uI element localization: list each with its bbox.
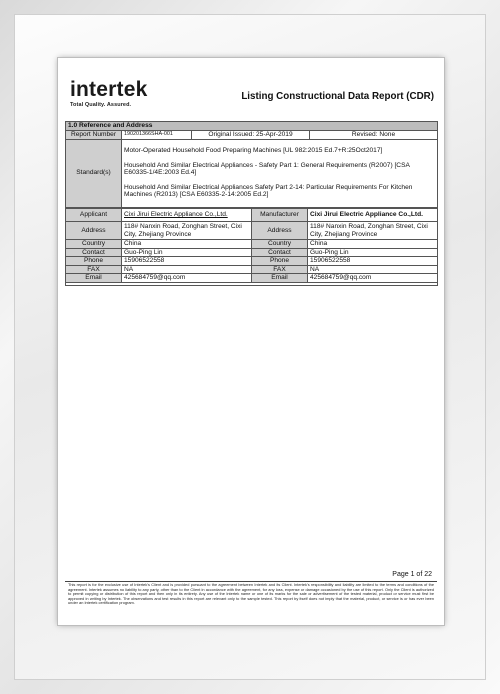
manufacturer-name: Cixi Jirui Electric Appliance Co.,Ltd.: [308, 209, 438, 222]
applicant-phone-label: Phone: [66, 257, 122, 266]
report-title: Listing Constructional Data Report (CDR): [241, 91, 434, 102]
applicant-country: China: [122, 240, 252, 249]
parties-table: [65, 208, 438, 286]
applicant-address-label: Address: [66, 222, 122, 240]
manufacturer-phone-label: Phone: [252, 257, 308, 266]
logo-tagline: Total Quality. Assured.: [70, 102, 132, 108]
revised: Revised: None: [310, 130, 438, 139]
section-heading: 1.0 Reference and Address: [66, 122, 438, 131]
standard-item: Household And Similar Electrical Appliances Safety Part 2-14: Particular Requirements For Kitchen Machines (R2013) [CSA E60335-2-14:2005 Ed.2]: [124, 183, 413, 199]
report-number-label: Report Number: [66, 130, 122, 139]
standard-item: Household And Similar Electrical Appliances - Safety Part 1: General Requirements (R2007) [CSA E60335-1/4E:2003 Ed.4]: [124, 161, 410, 177]
applicant-name: Cixi Jirui Electric Appliance Co.,Ltd.: [122, 209, 252, 222]
applicant-contact-label: Contact: [66, 248, 122, 257]
manufacturer-country-label: Country: [252, 240, 308, 249]
original-issued: Original Issued: 25-Apr-2019: [192, 130, 310, 139]
document-page: [58, 58, 444, 625]
manufacturer-contact-label: Contact: [252, 248, 308, 257]
intertek-logo: [70, 80, 147, 108]
table-bottom-rule: [66, 282, 438, 285]
manufacturer-address: 118# Nanxin Road, Zonghan Street, Cixi City, Zhejiang Province: [308, 222, 438, 240]
applicant-label: Applicant: [66, 209, 122, 222]
standards-list: [122, 139, 438, 207]
applicant-contact: Guo-Ping Lin: [122, 248, 252, 257]
standard-item: Motor-Operated Household Food Preparing Machines [UL 982:2015 Ed.7+R:25Oct2017]: [124, 147, 383, 155]
applicant-address: 118# Nanxin Road, Zonghan Street, Cixi City, Zhejiang Province: [122, 222, 252, 240]
reference-table: [65, 121, 438, 208]
applicant-country-label: Country: [66, 240, 122, 249]
page-number: Page 1 of 22: [392, 571, 432, 578]
manufacturer-contact: Guo-Ping Lin: [308, 248, 438, 257]
manufacturer-phone: 15906522558: [308, 257, 438, 266]
report-number-value: 190201366SHA-001: [122, 130, 192, 139]
manufacturer-email: 425684759@qq.com: [308, 274, 438, 283]
manufacturer-address-label: Address: [252, 222, 308, 240]
standards-label: Standard(s): [66, 139, 122, 207]
manufacturer-label: Manufacturer: [252, 209, 308, 222]
manufacturer-fax: NA: [308, 265, 438, 274]
applicant-email: 425684759@qq.com: [122, 274, 252, 283]
applicant-fax: NA: [122, 265, 252, 274]
manufacturer-fax-label: FAX: [252, 265, 308, 274]
applicant-fax-label: FAX: [66, 265, 122, 274]
applicant-phone: 15906522558: [122, 257, 252, 266]
manufacturer-country: China: [308, 240, 438, 249]
applicant-email-label: Email: [66, 274, 122, 283]
logo-wordmark: intertek: [70, 78, 148, 101]
manufacturer-email-label: Email: [252, 274, 308, 283]
legal-disclaimer: This report is for the exclusive use of Intertek's Client and is provided pursuant to the agreement between Intertek and its Client. Intertek's responsibility and liability are limited to the terms and conditions of the agreement. Intertek assumes no liability to any party, other than to the Client in accordance with the agreement, for any loss, expense or damage occasioned by the use of this report. Only the Client is authorized to permit copying or distribution of this report and then only in its entirety. Any use of the Intertek name or one of its marks for the sale or advertisement of the tested material, product or service must first be approved in writing by Intertek. The observations and test results in this report are relevant only to the sample tested. This report by itself does not imply that the material, product, or service is or has ever been under an Intertek certification program.: [68, 582, 434, 605]
